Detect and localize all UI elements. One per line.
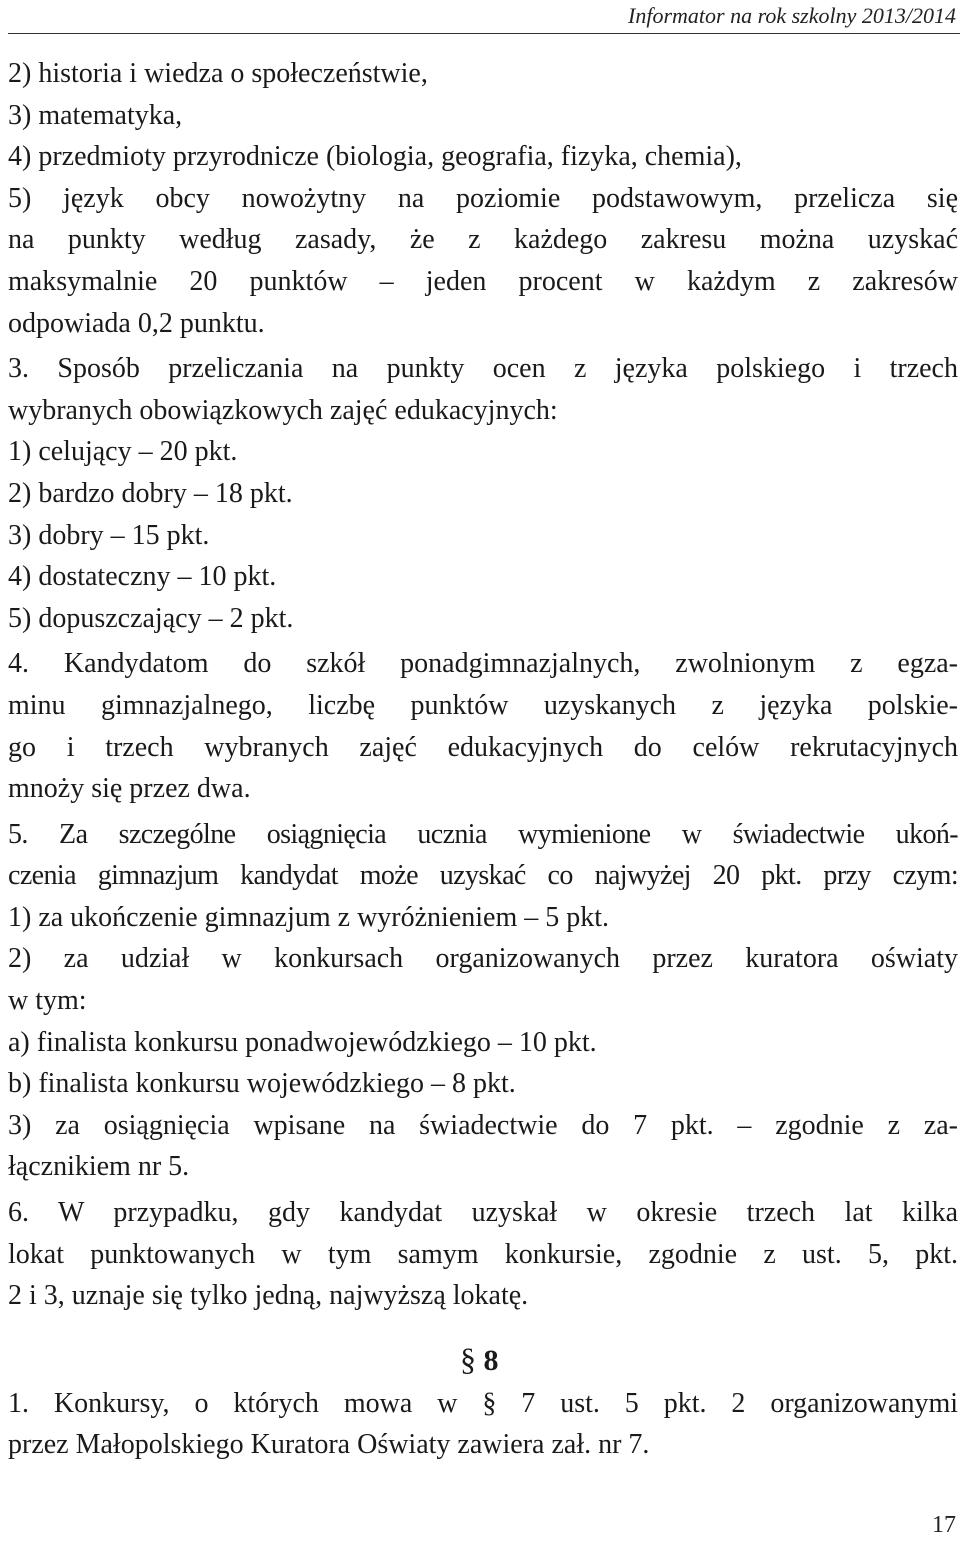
grade-item: 2) bardzo dobry – 18 pkt. — [8, 477, 293, 509]
text-line: w tym: — [8, 985, 87, 1017]
text-line: 6. W przypadku, gdy kandydat uzyskał w okresie trzech lat kilka — [8, 1197, 958, 1229]
running-header-title: Informator na rok szkolny 2013/2014 — [628, 3, 956, 28]
text-line: 2) historia i wiedza o społeczeństwie, — [8, 58, 428, 89]
text-line: b) finalista konkursu wojewódzkiego – 8 pkt. — [8, 1068, 516, 1100]
text-line: go i trzech wybranych zajęć edukacyjnych do celów rekrutacyjnych — [8, 731, 958, 763]
text-line: 3) matematyka, — [8, 99, 183, 131]
text-line: maksymalnie 20 punktów – jeden procent w każdym z zakresów — [8, 265, 958, 297]
paragraph-sign-icon: § — [460, 1340, 476, 1377]
text-line: lokat punktowanych w tym samym konkursie, zgodnie z ust. 5, pkt. — [8, 1238, 958, 1270]
text-line: minu gimnazjalnego, liczbę punktów uzyskanych z języka polskie- — [8, 689, 958, 721]
text-line: łącznikiem nr 5. — [8, 1151, 190, 1183]
text-line: 5) język obcy nowożytny na poziomie podstawowym, przelicza się — [8, 182, 958, 214]
text-line: 3) za osiągnięcia wpisane na świadectwie do 7 pkt. – zgodnie z za- — [8, 1109, 958, 1141]
text-line: 5. Za szczególne osiągnięcia ucznia wymienione w świadectwie ukoń- — [8, 818, 958, 850]
text-line: 3. Sposób przeliczania na punkty ocen z języka polskiego i trzech — [8, 353, 958, 385]
section-number: 8 — [483, 1343, 499, 1377]
section-heading — [8, 1337, 958, 1383]
page-number: 17 — [932, 1512, 956, 1538]
grade-item: 5) dopuszczający – 2 pkt. — [8, 602, 294, 634]
grade-item: 1) celujący – 20 pkt. — [8, 436, 238, 468]
text-line: 4) przedmioty przyrodnicze (biologia, geografia, fizyka, chemia), — [8, 141, 742, 173]
text-line: przez Małopolskiego Kuratora Oświaty zawiera zał. nr 7. — [8, 1429, 650, 1461]
grade-item: 3) dobry – 15 pkt. — [8, 519, 210, 551]
grade-item: 4) dostateczny – 10 pkt. — [8, 561, 277, 593]
text-line: 2) za udział w konkursach organizowanych przez kuratora oświaty — [8, 943, 958, 975]
text-line: 4. Kandydatom do szkół ponadgimnazjalnych, zwolnionym z egza- — [8, 648, 958, 680]
header-rule — [8, 33, 960, 34]
text-line: czenia gimnazjum kandydat może uzyskać co najwyżej 20 pkt. przy czym: — [8, 860, 958, 892]
document-body — [8, 53, 958, 1466]
text-line: na punkty według zasady, że z każdego zakresu można uzyskać — [8, 224, 958, 256]
text-line: 1) za ukończenie gimnazjum z wyróżnieniem – 5 pkt. — [8, 901, 610, 933]
text-line: mnoży się przez dwa. — [8, 773, 251, 805]
text-line: odpowiada 0,2 punktu. — [8, 307, 265, 339]
text-line: a) finalista konkursu ponadwojewódzkiego – 10 pkt. — [8, 1026, 597, 1058]
text-line: 2 i 3, uznaje się tylko jedną, najwyższą lokatę. — [8, 1280, 529, 1312]
text-line: wybranych obowiązkowych zajęć edukacyjnych: — [8, 394, 558, 426]
text-line: 1. Konkursy, o których mowa w § 7 ust. 5 pkt. 2 organizowanymi — [8, 1387, 958, 1419]
